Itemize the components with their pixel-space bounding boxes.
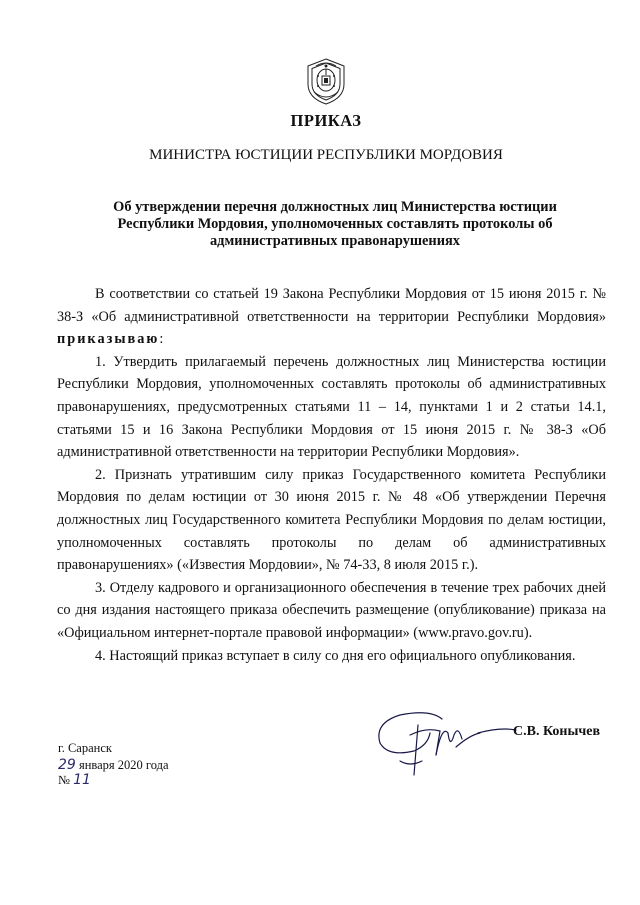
issue-date — [58, 757, 169, 773]
preamble-text: В соответствии со статьей 19 Закона Республики Мордовия от 15 июня 2015 г. № 38-З «Об административной ответственности на территории Республики Мордовия» — [57, 286, 606, 325]
order-body — [57, 283, 606, 667]
order-item-3: 3. Отделу кадрового и организационного обеспечения в течение трех рабочих дней со дня издания настоящего приказа обеспечить размещение (опубликование) приказа на «Официальном интернет-портале правовой информации» (www.pravo.gov.ru). — [57, 579, 606, 641]
date-month-year: января 2020 года — [78, 758, 169, 772]
order-item-2: 2. Признать утратившим силу приказ Государственного комитета Республики Мордовия по делам юстиции от 30 июня 2015 г. № 48 «Об утверждении Перечня должностных лиц Государственного комитета Республики Мордовия по делам юстиции, уполномоченных составлять протоколы по делам об административных правонарушениях» («Известия Мордовии», № 74-33, 8 июля 2015 г.). — [57, 466, 606, 574]
date-day: 29 — [58, 757, 76, 773]
document-type: ПРИКАЗ — [290, 111, 362, 130]
order-word: приказываю — [57, 331, 160, 348]
order-item-1: 1. Утвердить прилагаемый перечень должностных лиц Министерства юстиции Республики Мордовия, уполномоченных составлять протоколы об административных правонарушениях, предусмотренных статьями 11 – 14, пунктами 1 и 2 статьи 14.1, статьями 15 и 16 Закона Республики Мордовия от 15 июня 2015 г. № 38-З «Об административной ответственности на территории Республики Мордовия». — [57, 353, 606, 461]
preamble-paragraph — [57, 283, 606, 351]
issuer-title: МИНИСТРА ЮСТИЦИИ РЕСПУБЛИКИ МОРДОВИЯ — [149, 147, 503, 163]
coat-of-arms-emblem-icon — [304, 56, 348, 106]
handwritten-signature — [370, 705, 520, 785]
number-value: 11 — [73, 772, 91, 788]
number-prefix: № — [58, 773, 70, 787]
issue-place: г. Саранск — [58, 741, 112, 755]
preamble-colon: : — [159, 331, 164, 348]
order-item-4: 4. Настоящий приказ вступает в силу со дня его официального опубликования. — [95, 647, 576, 664]
signer-name: С.В. Конычев — [513, 724, 601, 739]
order-number — [58, 772, 91, 788]
order-subject: Об утверждении перечня должностных лиц Министерства юстиции Республики Мордовия, уполномоченных составлять протоколы об административных правонарушениях — [113, 199, 557, 249]
